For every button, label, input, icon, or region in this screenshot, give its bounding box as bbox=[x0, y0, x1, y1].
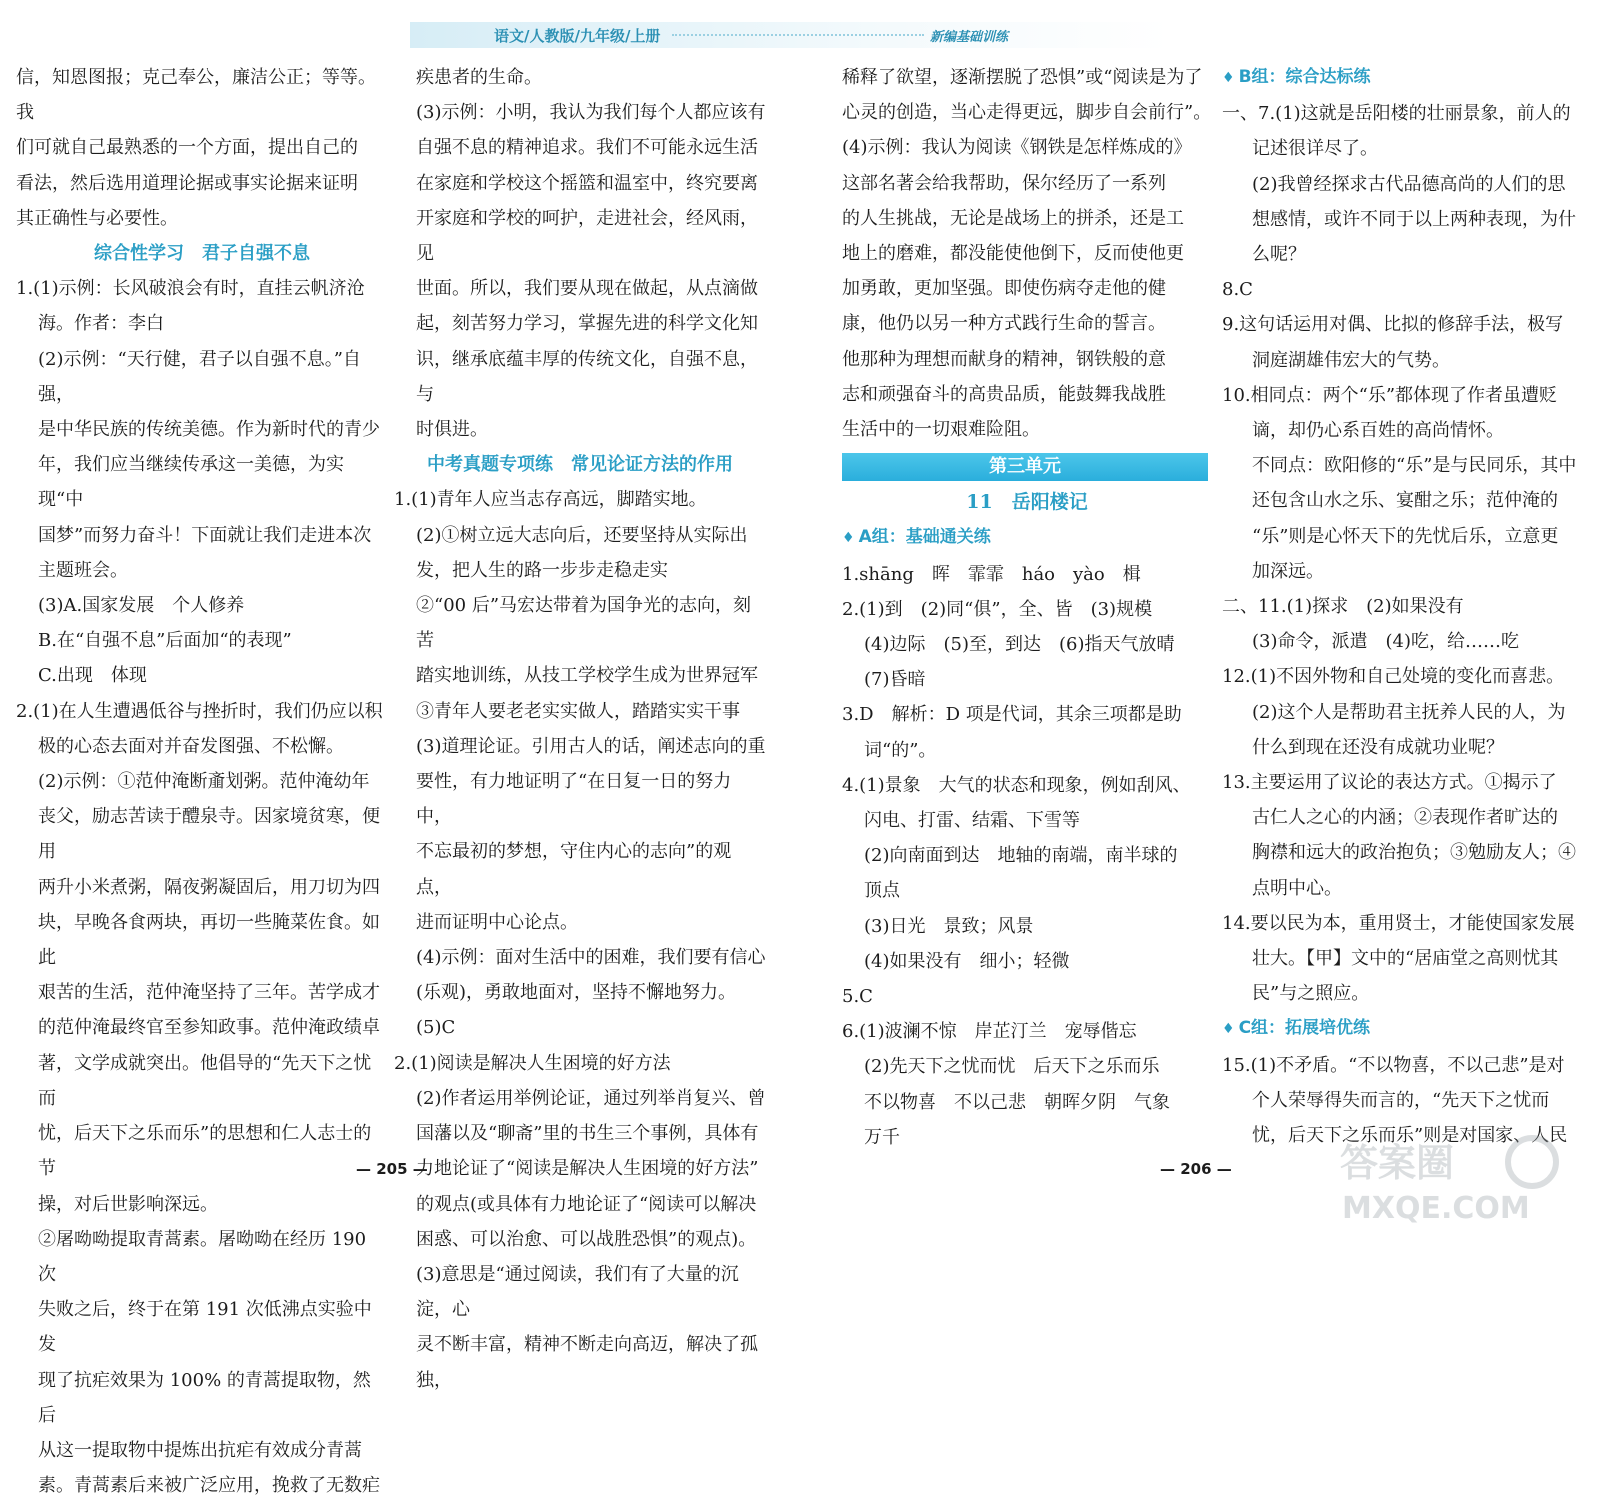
text-line: 不同点：欧阳修的“乐”是与民同乐，其中 bbox=[1252, 455, 1577, 477]
text-line: 古仁人之心的内涵；②表现作者旷达的 bbox=[1252, 807, 1558, 829]
text-line: (5)C bbox=[416, 1017, 456, 1039]
text-line: 忧，后天下之乐而乐”则是对国家、人民 bbox=[1252, 1125, 1568, 1147]
lesson-title: 11 岳阳楼记 bbox=[966, 491, 1088, 514]
header-divider bbox=[672, 34, 924, 38]
text-line: 1.(1)示例：长风破浪会有时，直挂云帆济沧 bbox=[16, 278, 365, 300]
text-line: 二、11.(1)探求 (2)如果没有 bbox=[1222, 596, 1464, 618]
text-line: (2)这个人是帮助君主抚养人民的人，为 bbox=[1252, 701, 1566, 723]
text-line: 主题班会。 bbox=[38, 559, 128, 581]
text-line: (2)先天下之忧而忧 后天下之乐而乐 bbox=[864, 1056, 1160, 1078]
text-line: 14.要以民为本，重用贤士，才能使国家发展 bbox=[1222, 912, 1575, 934]
text-line: 忧，后天下之乐而乐”的思想和仁人志士的节 bbox=[38, 1123, 372, 1180]
text-line: (2)示例：“天行健，君子以自强不息。”自强， bbox=[38, 348, 361, 405]
text-line: 记述很详尽了。 bbox=[1252, 138, 1378, 160]
group-a-heading bbox=[842, 520, 1212, 556]
text-line: 9.这句话运用对偶、比拟的修辞手法，极写 bbox=[1222, 314, 1564, 336]
text-line: 加勇敢，更加坚强。即使伤病夺走他的健 bbox=[842, 278, 1166, 300]
text-line: 不忘最初的梦想，守住内心的志向”的观点， bbox=[416, 841, 732, 898]
text-line: 还包含山水之乐、宴酣之乐；范仲淹的 bbox=[1252, 490, 1558, 512]
text-line: 2.(1)在人生遭遇低谷与挫折时，我们仍应以积 bbox=[16, 700, 383, 722]
text-line: (乐观)，勇敢地面对，坚持不懈地努力。 bbox=[416, 982, 737, 1004]
text-line: 心灵的创造，当心走得更远，脚步自会前行”。 bbox=[842, 102, 1212, 124]
column-3 bbox=[842, 60, 1212, 1155]
text-line: 的人生挑战，无论是战场上的拼杀，还是工 bbox=[842, 207, 1184, 229]
text-line: C.出现 体现 bbox=[38, 665, 147, 687]
text-line: (3)道理论证。引用古人的话，阐述志向的重 bbox=[416, 735, 766, 757]
text-line: 1.shāng 晖 霏霏 háo yào 楫 bbox=[842, 563, 1141, 585]
text-line: 素。青蒿素后来被广泛应用，挽救了无数疟 bbox=[38, 1475, 380, 1497]
text-line: (3)示例：小明，我认为我们每个人都应该有 bbox=[416, 102, 766, 124]
breadcrumb: 语文/人教版/九年级/上册 bbox=[494, 27, 661, 45]
text-line: (4)示例：我认为阅读《钢铁是怎样炼成的》 bbox=[842, 137, 1192, 159]
text-line: 丧父，励志苦读于醴泉寺。因家境贫寒，便用 bbox=[38, 806, 380, 863]
text-line: 的范仲淹最终官至参知政事。范仲淹政绩卓 bbox=[38, 1017, 380, 1039]
text-line: 要性，有力地证明了“在日复一日的努力中， bbox=[416, 771, 732, 828]
text-line: 疾患者的生命。 bbox=[416, 67, 542, 88]
text-line: 闪电、打雷、结霜、下雪等 bbox=[864, 810, 1080, 832]
text-line: 艰苦的生活，范仲淹坚持了三年。苦学成才 bbox=[38, 982, 380, 1004]
text-line: 地上的磨难，都没能使他倒下，反而使他更 bbox=[842, 243, 1184, 265]
text-line: 胸襟和远大的政治抱负；③勉励友人；④ bbox=[1252, 842, 1576, 864]
text-line: 5.C bbox=[842, 986, 873, 1008]
group-b-heading bbox=[1222, 60, 1592, 96]
text-line: (3)A.国家发展 个人修养 bbox=[38, 595, 245, 617]
text-line: 开家庭和学校的呵护，走进社会，经风雨，见 bbox=[416, 207, 758, 265]
text-line: 顶点 bbox=[864, 880, 900, 902]
column-2 bbox=[394, 60, 766, 1398]
text-line: 自强不息的精神追求。我们不可能永远生活 bbox=[416, 137, 758, 159]
text-line: 其正确性与必要性。 bbox=[16, 207, 178, 229]
text-line: (2)作者运用举例论证，通过列举肖复兴、曾 bbox=[416, 1087, 766, 1109]
text-line: 3.D 解析：D 项是代词，其余三项都是助 bbox=[842, 704, 1182, 726]
text-line: 13.主要运用了议论的表达方式。①揭示了 bbox=[1222, 772, 1557, 794]
group-b-label: B组：综合达标练 bbox=[1238, 67, 1371, 87]
text-line: 发，把人生的路一步步走稳走实 bbox=[416, 559, 668, 581]
text-line: (3)日光 景致；风景 bbox=[864, 915, 1034, 937]
text-line: 国梦”而努力奋斗！下面就让我们走进本次 bbox=[38, 524, 372, 546]
text-line: 时俱进。 bbox=[416, 419, 488, 441]
text-line: 两升小米煮粥，隔夜粥凝固后，用刀切为四 bbox=[38, 876, 380, 898]
text-line: 万千 bbox=[864, 1126, 900, 1148]
series-title: 新编基础训练 bbox=[930, 30, 1009, 45]
text-line: 的观点(或具体有力地论证了“阅读可以解决 bbox=[416, 1193, 757, 1215]
text-line: 块，早晚各食两块，再切一些腌菜佐食。如此 bbox=[38, 911, 380, 969]
text-line: 谪，却仍心系百姓的高尚情怀。 bbox=[1252, 420, 1504, 442]
text-line: “乐”则是心怀天下的先忧后乐，立意更 bbox=[1252, 525, 1559, 547]
text-line: 什么到现在还没有成就功业呢？ bbox=[1252, 736, 1504, 758]
section-heading: 中考真题专项练 常见论证方法的作用 bbox=[427, 454, 733, 476]
text-line: ②屠呦呦提取青蒿素。屠呦呦在经历 190 次 bbox=[38, 1228, 372, 1285]
watermark-cn: 答案圈 bbox=[1340, 1141, 1455, 1185]
group-c-label: C组：拓展培优练 bbox=[1238, 1018, 1371, 1039]
text-line: 失败之后，终于在第 191 次低沸点实验中发 bbox=[38, 1299, 372, 1356]
text-line: 12.(1)不因外物和自己处境的变化而喜悲。 bbox=[1222, 666, 1565, 688]
group-c-heading bbox=[1222, 1011, 1592, 1047]
text-line: 信，知恩图报；克己奉公，廉洁公正；等等。我 bbox=[16, 67, 376, 124]
diamond-icon: ♦ bbox=[1222, 1021, 1235, 1038]
text-line: 稀释了欲望，逐渐摆脱了恐惧”或“阅读是为了 bbox=[842, 67, 1203, 88]
text-line: 国藩以及“聊斋”里的书生三个事例，具体有 bbox=[416, 1123, 759, 1145]
text-line: (4)边际 (5)至，到达 (6)指天气放晴 bbox=[864, 634, 1175, 656]
page-number-right: — 206 — bbox=[1160, 1160, 1232, 1178]
text-line: 个人荣辱得失而言的，“先天下之忧而 bbox=[1252, 1089, 1550, 1111]
text-line: 们可就自己最熟悉的一个方面，提出自己的 bbox=[16, 137, 358, 159]
watermark-ring bbox=[1508, 1138, 1556, 1186]
text-line: 壮大。【甲】文中的“居庙堂之高则忧其 bbox=[1252, 948, 1559, 970]
text-line: 看法，然后选用道理论据或事实论据来证明 bbox=[16, 172, 358, 194]
section-heading: 综合性学习 君子自强不息 bbox=[94, 243, 310, 265]
text-line: 洞庭湖雄伟宏大的气势。 bbox=[1252, 349, 1450, 371]
text-line: 加深远。 bbox=[1252, 560, 1324, 582]
diamond-icon: ♦ bbox=[1222, 70, 1235, 86]
text-line: 操，对后世影响深远。 bbox=[38, 1193, 218, 1215]
text-line: 词“的”。 bbox=[864, 739, 937, 761]
text-line: 不以物喜 不以己悲 朝晖夕阴 气象 bbox=[864, 1091, 1170, 1113]
text-line: 著，文学成就突出。他倡导的“先天下之忧而 bbox=[38, 1052, 372, 1109]
text-line: 海。作者：李白 bbox=[38, 313, 164, 335]
text-line: 是中华民族的传统美德。作为新时代的青少 bbox=[38, 419, 380, 441]
text-line: 10.相同点：两个“乐”都体现了作者虽遭贬 bbox=[1222, 384, 1558, 406]
watermark-logo bbox=[1336, 1132, 1566, 1228]
text-line: (2)①树立远大志向后，还要坚持从实际出 bbox=[416, 524, 748, 546]
watermark-text: MXQE.COM bbox=[1342, 1191, 1530, 1226]
text-line: 这部名著会给我帮助，保尔经历了一系列 bbox=[842, 172, 1166, 194]
text-line: 么呢？ bbox=[1252, 244, 1306, 266]
text-line: 康，他仍以另一种方式践行生命的誓言。 bbox=[842, 313, 1166, 335]
text-line: 他那种为理想而献身的精神，钢铁般的意 bbox=[842, 348, 1166, 370]
text-line: 现了抗疟效果为 100% 的青蒿提取物，然后 bbox=[38, 1369, 371, 1426]
text-line: 志和顽强奋斗的高贵品质，能鼓舞我战胜 bbox=[842, 383, 1166, 405]
text-line: 起，刻苦努力学习，掌握先进的科学文化知 bbox=[416, 313, 758, 335]
text-line: B.在“自强不息”后面加“的表现” bbox=[38, 630, 292, 652]
text-line: ②“00 后”马宏达带着为国争光的志向，刻苦 bbox=[416, 595, 752, 652]
text-line: 极的心态去面对并奋发图强、不松懈。 bbox=[38, 735, 344, 757]
text-line: 民”与之照应。 bbox=[1252, 983, 1370, 1005]
text-line: 世面。所以，我们要从现在做起，从点滴做 bbox=[416, 278, 758, 300]
page-number-left: — 205 — bbox=[356, 1160, 428, 1178]
column-4 bbox=[1222, 60, 1592, 1153]
text-line: (2)我曾经探求古代品德高尚的人们的思 bbox=[1252, 173, 1566, 195]
text-line: 8.C bbox=[1222, 279, 1253, 301]
text-line: 灵不断丰富，精神不断走向高迈，解决了孤独， bbox=[416, 1334, 758, 1391]
page-header bbox=[410, 22, 1170, 48]
text-line: 力地论证了“阅读是解决人生困境的好方法” bbox=[416, 1158, 759, 1180]
text-line: 在家庭和学校这个摇篮和温室中，终究要离 bbox=[416, 172, 758, 194]
text-line: 4.(1)景象 大气的状态和现象，例如刮风、 bbox=[842, 774, 1191, 796]
text-line: 15.(1)不矛盾。“不以物喜，不以己悲”是对 bbox=[1222, 1054, 1565, 1076]
diamond-icon: ♦ bbox=[842, 530, 855, 547]
text-line: (2)向南面到达 地轴的南端，南半球的 bbox=[864, 845, 1178, 867]
text-line: (4)示例：面对生活中的困难，我们要有信心 bbox=[416, 947, 766, 969]
text-line: 从这一提取物中提炼出抗疟有效成分青蒿 bbox=[38, 1439, 362, 1461]
text-line: 6.(1)波澜不惊 岸芷汀兰 宠辱偕忘 bbox=[842, 1021, 1137, 1043]
text-line: 生活中的一切艰难险阻。 bbox=[842, 419, 1040, 441]
unit-title-bar: 第三单元 bbox=[842, 453, 1208, 481]
text-line: 2.(1)到 (2)同“俱”，全、皆 (3)规模 bbox=[842, 598, 1153, 620]
text-line: 想感情，或许不同于以上两种表现，为什 bbox=[1252, 208, 1576, 230]
group-a-label: A组：基础通关练 bbox=[858, 527, 991, 548]
text-line: (7)昏暗 bbox=[864, 669, 926, 691]
column-1 bbox=[16, 60, 388, 1503]
text-line: 年，我们应当继续传承这一美德，为实现“中 bbox=[38, 454, 344, 511]
text-line: 困惑、可以治愈、可以战胜恐惧”的观点)。 bbox=[416, 1228, 757, 1250]
text-line: (3)命令，派遣 (4)吃，给……吃 bbox=[1252, 631, 1519, 653]
text-line: 1.(1)青年人应当志存高远，脚踏实地。 bbox=[394, 489, 707, 511]
text-line: 进而证明中心论点。 bbox=[416, 911, 578, 933]
text-line: 一、7.(1)这就是岳阳楼的壮丽景象，前人的 bbox=[1222, 103, 1571, 125]
text-line: (4)如果没有 细小；轻微 bbox=[864, 950, 1070, 972]
text-line: ③青年人要老老实实做人，踏踏实实干事 bbox=[416, 700, 740, 722]
text-line: 点明中心。 bbox=[1252, 877, 1342, 899]
text-line: (3)意思是“通过阅读，我们有了大量的沉淀，心 bbox=[416, 1263, 739, 1321]
text-line: 识，继承底蕴丰厚的传统文化，自强不息，与 bbox=[416, 348, 758, 405]
text-line: 2.(1)阅读是解决人生困境的好方法 bbox=[394, 1052, 671, 1074]
text-line: 踏实地训练，从技工学校学生成为世界冠军 bbox=[416, 665, 758, 687]
text-line: (2)示例：①范仲淹断齑划粥。范仲淹幼年 bbox=[38, 771, 370, 793]
